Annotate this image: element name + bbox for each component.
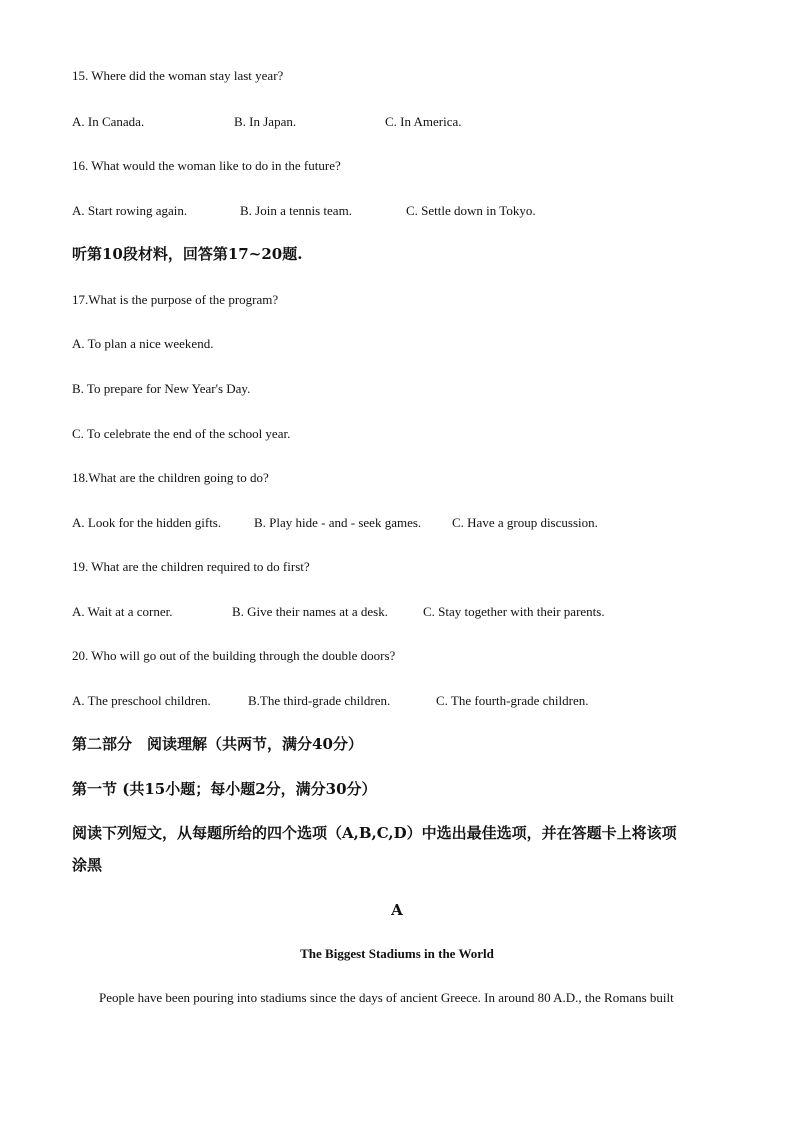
option-17-c: C. To celebrate the end of the school year. [72,426,291,441]
option-17-b: B. To prepare for New Year's Day. [72,381,251,396]
option-18-b: B. Play hide - and - seek games. [254,515,422,530]
option-15-b: B. In Japan. [234,114,297,129]
option-16-c: C. Settle down in Tokyo. [406,203,536,218]
option-16-a: A. Start rowing again. [72,203,188,218]
question-19: 19. What are the children required to do first? [72,559,310,574]
instruction-line-1: 阅读下列短文，从每题所给的四个选项（A,B,C,D）中选出最佳选项，并在答题卡上将该项 [72,824,677,842]
option-16-b: B. Join a tennis team. [240,203,352,218]
option-18-c: C. Have a group discussion. [452,515,598,530]
instruction-line-2: 涂黑 [72,856,103,874]
option-15-a: A. In Canada. [72,114,145,129]
option-19-c: C. Stay together with their parents. [423,604,605,619]
option-19-a: A. Wait at a corner. [72,604,173,619]
question-20: 20. Who will go out of the building through the double doors? [72,648,396,663]
option-15-c: C. In America. [385,114,462,129]
part-2-heading: 第二部分 阅读理解（共两节，满分40分） [72,735,363,753]
option-20-c: C. The fourth-grade children. [436,693,589,708]
question-15: 15. Where did the woman stay last year? [72,68,284,83]
passage-title: The Biggest Stadiums in the World [300,946,494,961]
passage-letter: A [391,901,403,919]
passage-paragraph-1: People have been pouring into stadiums since the days of ancient Greece. In around 80 A.D., the Romans built [99,990,674,1005]
option-20-a: A. The preschool children. [72,693,211,708]
section-10-heading: 听第10段材料，回答第17~20题. [72,245,303,263]
option-19-b: B. Give their names at a desk. [232,604,388,619]
question-17: 17.What is the purpose of the program? [72,292,279,307]
option-17-a: A. To plan a nice weekend. [72,336,214,351]
question-16: 16. What would the woman like to do in the future? [72,158,341,173]
option-20-b: B.The third-grade children. [248,693,391,708]
question-18: 18.What are the children going to do? [72,470,269,485]
section-1-heading: 第一节 (共15小题；每小题2分，满分30分） [72,780,377,798]
option-18-a: A. Look for the hidden gifts. [72,515,222,530]
